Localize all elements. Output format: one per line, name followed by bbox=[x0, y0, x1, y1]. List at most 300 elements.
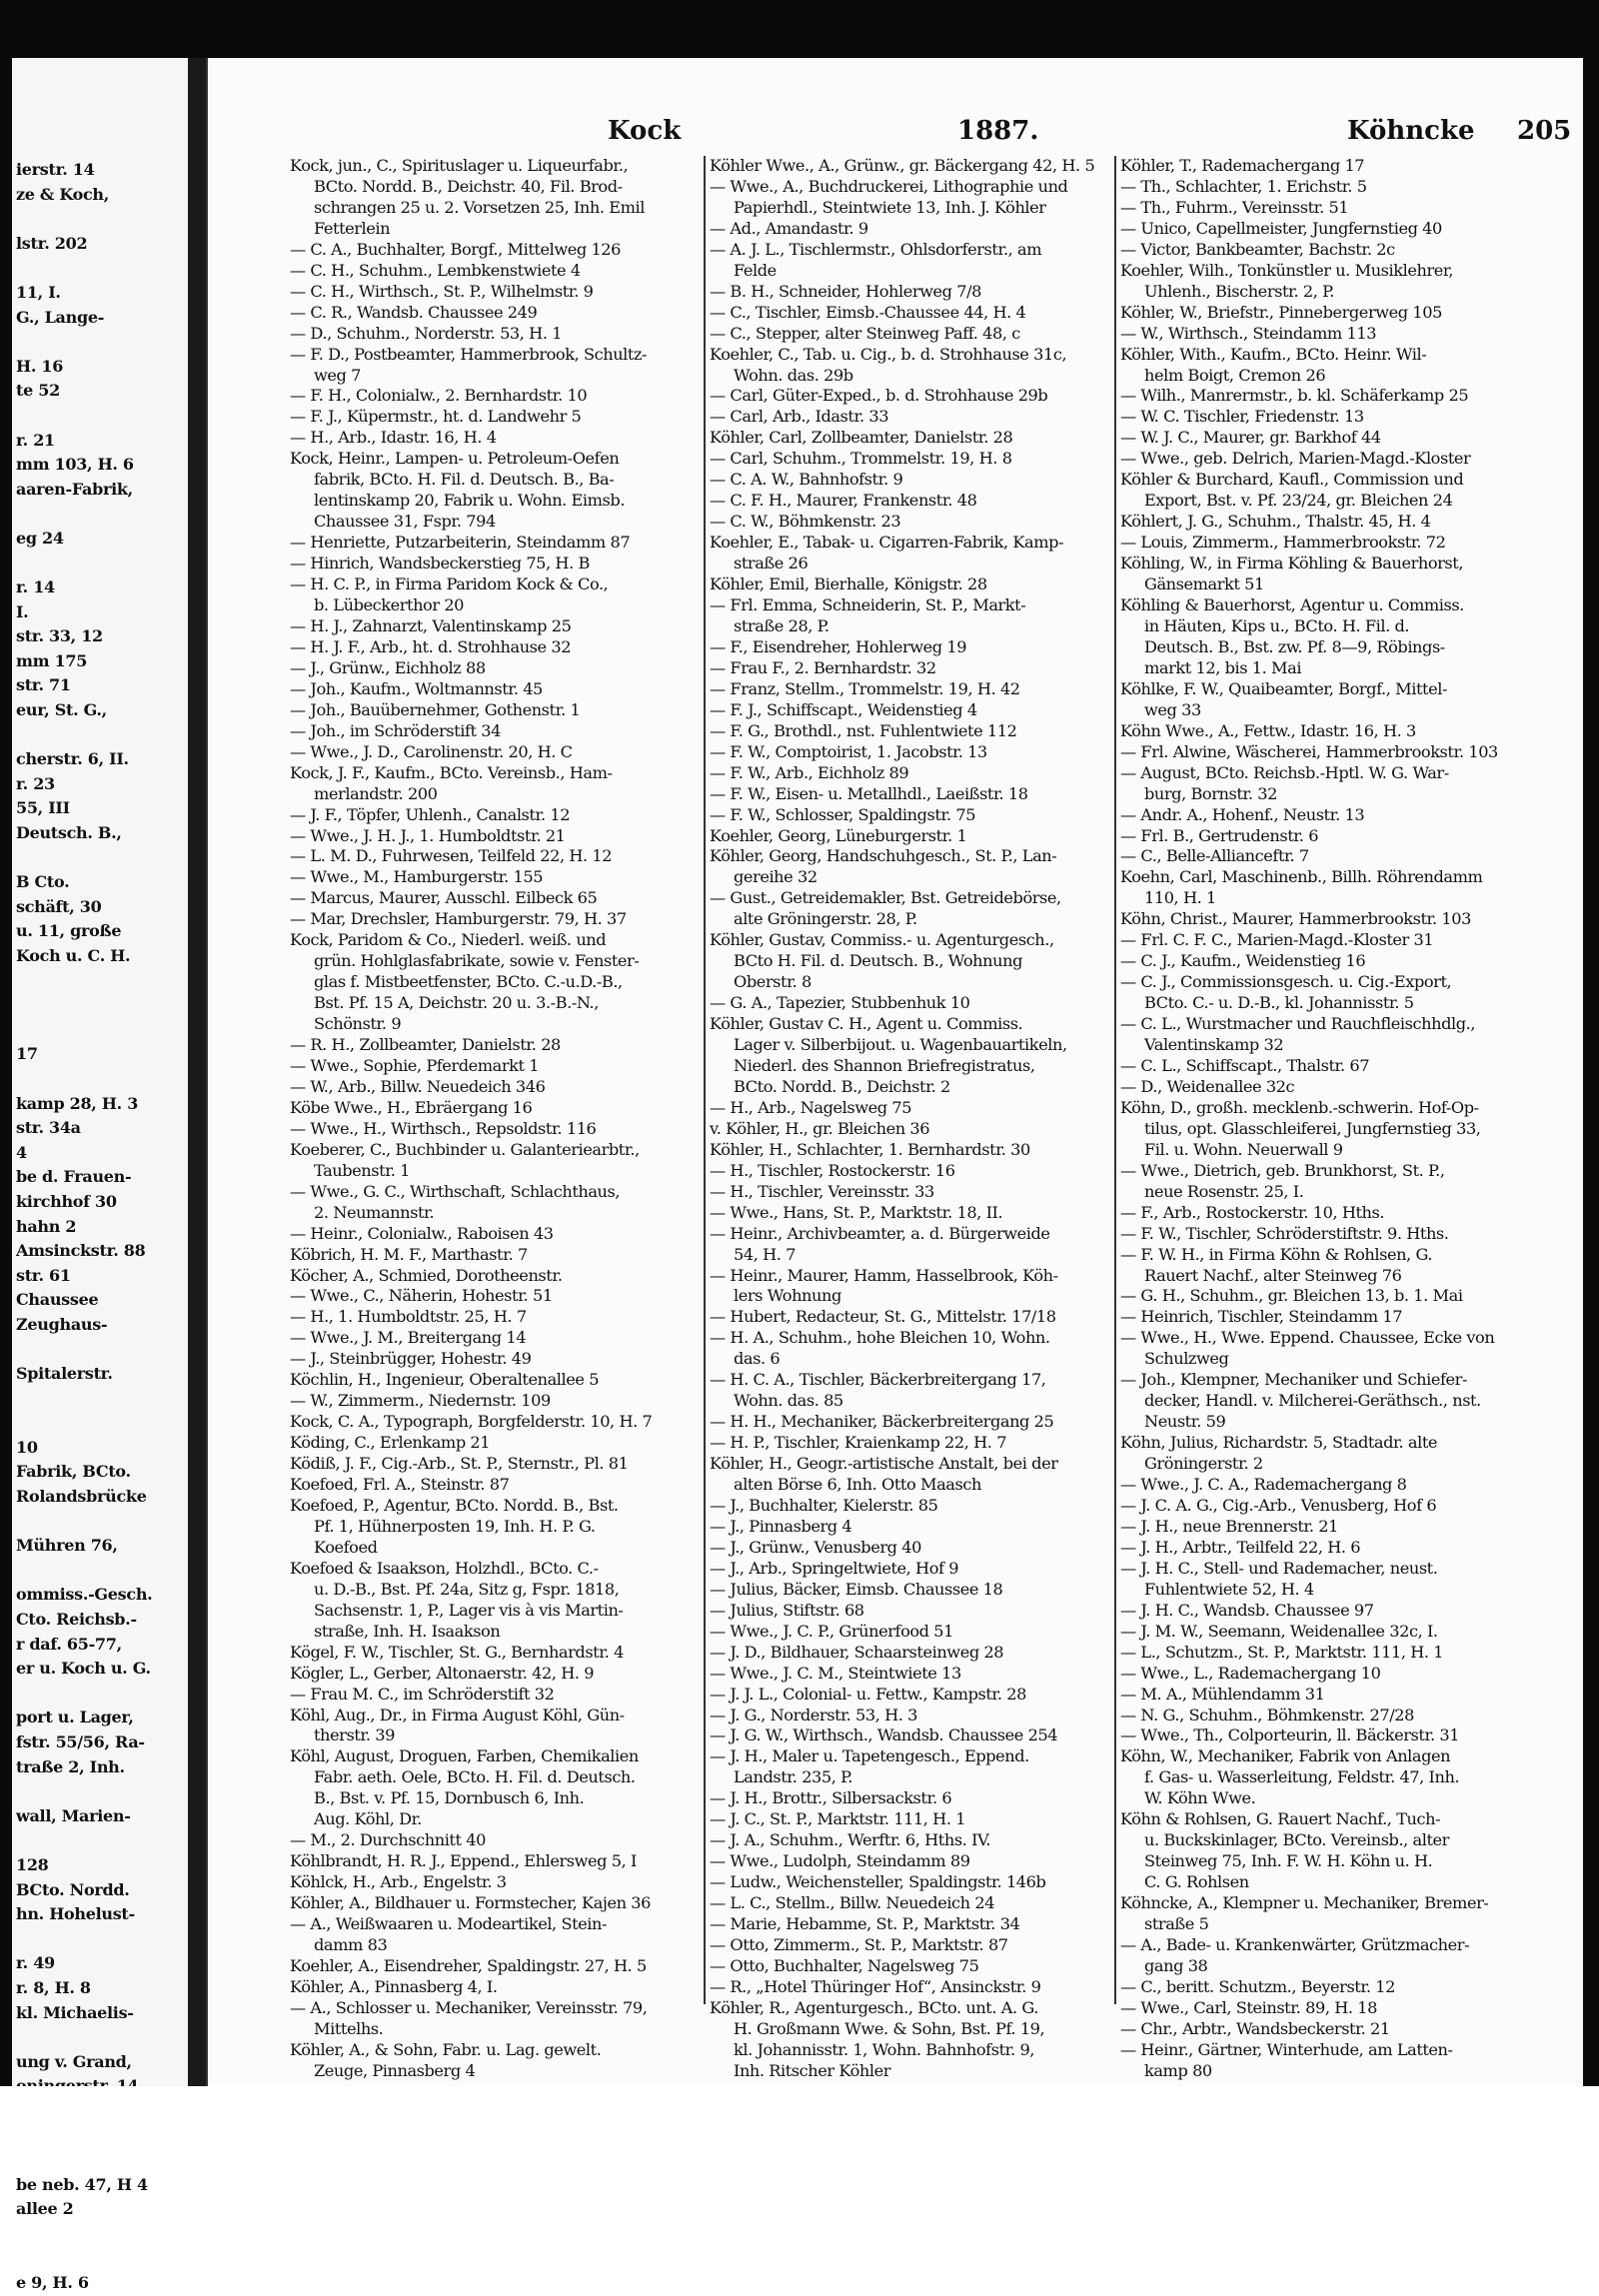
directory-entry-line: — Wwe., Dietrich, geb. Brunkhorst, St. P., bbox=[1120, 1160, 1445, 1180]
directory-entry-line: 110, H. 1 bbox=[1144, 888, 1216, 908]
running-head-right: Köhncke bbox=[1347, 116, 1475, 146]
directory-entry-line: — H. C. A., Tischler, Bäckerbreitergang 17, bbox=[710, 1370, 1046, 1390]
directory-entry-line: — J. H., Maler u. Tapetengesch., Eppend. bbox=[710, 1746, 1029, 1766]
directory-entry-line: — Chr., Arbtr., Wandsbeckerstr. 21 bbox=[1120, 2018, 1390, 2038]
directory-entry-line: — Wwe., J. D., Carolinenstr. 20, H. C bbox=[290, 741, 573, 761]
directory-entry-line: Koehler, C., Tab. u. Cig., b. d. Strohhause 31c, bbox=[710, 344, 1067, 364]
directory-entry-line: — Otto, Zimmerm., St. P., Marktstr. 87 bbox=[710, 1935, 1008, 1955]
directory-entry-line: Kögel, F. W., Tischler, St. G., Bernhardstr. 4 bbox=[290, 1642, 624, 1662]
left-page-line: r. 49 bbox=[16, 1953, 55, 1973]
directory-entry-line: Köhling, W., in Firma Köhling & Bauerhorst, bbox=[1120, 554, 1464, 574]
directory-entry-line: — F. D., Postbeamter, Hammerbrook, Schultz- bbox=[290, 344, 648, 364]
directory-entry-line: — F. W., Tischler, Schröderstiftstr. 9. Hths. bbox=[1120, 1223, 1449, 1243]
left-page-line bbox=[16, 1510, 188, 1535]
directory-entry-line: — Louis, Zimmerm., Hammerbrookstr. 72 bbox=[1120, 533, 1446, 553]
scan-border-right bbox=[1581, 0, 1599, 2175]
directory-entry-line: Köhler, Emil, Bierhalle, Königstr. 28 bbox=[710, 574, 987, 594]
directory-entry-line: Köhlke, F. W., Quaibeamter, Borgf., Mittel- bbox=[1120, 678, 1447, 698]
directory-entry-line: — C. R., Wandsb. Chaussee 249 bbox=[290, 302, 538, 322]
directory-entry-line: Köhler, A., & Sohn, Fabr. u. Lag. gewelt. bbox=[290, 2039, 602, 2059]
left-page-line bbox=[16, 1682, 188, 1707]
directory-entry-line: Aug. Köhl, Dr. bbox=[314, 1809, 422, 1829]
directory-entry-line: — August, BCto. Reichsb.-Hptl. W. G. War- bbox=[1120, 762, 1449, 782]
directory-entry-line: Felde bbox=[734, 260, 777, 280]
directory-entry-line: schrangen 25 u. 2. Vorsetzen 25, Inh. Emil bbox=[314, 197, 645, 217]
directory-entry-line: — J. M. W., Seemann, Weidenallee 32c, I. bbox=[1120, 1621, 1438, 1641]
left-page-line bbox=[16, 993, 188, 1018]
left-page-line: Mühren 76, bbox=[16, 1536, 118, 1556]
directory-entry-line: — C. L., Wurstmacher und Rauchfleischhdlg., bbox=[1120, 1014, 1476, 1034]
directory-entry-line: Koefoed bbox=[314, 1537, 378, 1557]
directory-entry-line: alten Börse 6, Inh. Otto Maasch bbox=[734, 1475, 981, 1495]
directory-page bbox=[206, 58, 1583, 2086]
directory-entry-line: Fetterlein bbox=[314, 218, 391, 238]
directory-entry-line: — C., Stepper, alter Steinweg Paff. 48, c bbox=[710, 323, 1020, 343]
directory-entry-line: — Frl. C. F. C., Marien-Magd.-Kloster 31 bbox=[1120, 930, 1434, 950]
directory-entry-line: Bst. Pf. 15 A, Deichstr. 20 u. 3.-B.-N., bbox=[314, 993, 599, 1013]
directory-entry-line: glas f. Mistbeetfenster, BCto. C.-u.D.-B., bbox=[314, 972, 623, 992]
left-page-line: B Cto. bbox=[16, 872, 70, 892]
left-page-line: wall, Marien- bbox=[16, 1805, 131, 1825]
directory-entry-line: — J. F., Töpfer, Uhlenh., Canalstr. 12 bbox=[290, 804, 571, 824]
directory-entry-line: gang 38 bbox=[1144, 1955, 1208, 1975]
directory-entry-line: — Th., Fuhrm., Vereinsstr. 51 bbox=[1120, 197, 1349, 217]
directory-entry-line: Ködiß, J. F., Cig.-Arb., St. P., Sternstr., Pl. 81 bbox=[290, 1454, 629, 1474]
directory-entry-line: Fil. u. Wohn. Neuerwall 9 bbox=[1144, 1139, 1343, 1159]
left-page-line: str. 61 bbox=[16, 1265, 71, 1285]
directory-entry-line: straße 28, P. bbox=[734, 615, 829, 635]
directory-entry-line: grün. Hohlglasfabrikate, sowie v. Fenster- bbox=[314, 951, 640, 971]
directory-entry-line: damm 83 bbox=[314, 1935, 388, 1955]
directory-entry-line: — A. J. L., Tischlermstr., Ohlsdorferstr., am bbox=[710, 239, 1042, 259]
directory-entry-line: — C. H., Schuhm., Lembkenstwiete 4 bbox=[290, 260, 581, 280]
directory-entry-line: — G. H., Schuhm., gr. Bleichen 13, b. 1. Mai bbox=[1120, 1286, 1463, 1306]
directory-entry-line: BCto. C.- u. D.-B., kl. Johannisstr. 5 bbox=[1144, 993, 1414, 1013]
directory-entry-line: Neustr. 59 bbox=[1144, 1412, 1226, 1432]
running-head-left: Kock bbox=[608, 116, 682, 146]
left-page-line: u. 11, große bbox=[16, 921, 122, 941]
directory-entry-line: straße 26 bbox=[734, 554, 808, 574]
directory-entry-line: — F. W., Eisen- u. Metallhdl., Laeißstr. 18 bbox=[710, 783, 1028, 803]
directory-entry-line: — M., 2. Durchschnitt 40 bbox=[290, 1830, 486, 1850]
directory-entry-line: — Hinrich, Wandsbeckerstieg 75, H. B bbox=[290, 554, 590, 574]
directory-entry-line: W. Köhn Wwe. bbox=[1144, 1788, 1256, 1808]
directory-entry-line: — Wwe., geb. Delrich, Marien-Magd.-Kloster bbox=[1120, 449, 1471, 469]
left-page-line bbox=[16, 723, 188, 748]
left-page-line: be d. Frauen- bbox=[16, 1167, 132, 1187]
directory-entry-line: — J. H., neue Brennerstr. 21 bbox=[1120, 1516, 1339, 1536]
directory-entry-line: Chaussee 31, Fspr. 794 bbox=[314, 512, 496, 532]
directory-entry-line: Köhn Wwe., A., Fettw., Idastr. 16, H. 3 bbox=[1120, 720, 1416, 740]
directory-entry-line: straße, Inh. H. Isaakson bbox=[314, 1621, 501, 1641]
left-page-line: H. 16 bbox=[16, 356, 64, 376]
left-page-line: r. 8, H. 8 bbox=[16, 1977, 91, 1997]
directory-entry-line: Köhl, Aug., Dr., in Firma August Köhl, Gün- bbox=[290, 1705, 625, 1724]
directory-entry-line: — Wwe., Hans, St. P., Marktstr. 18, II. bbox=[710, 1202, 1003, 1222]
directory-entry-line: B., Bst. v. Pf. 15, Dornbusch 6, Inh. bbox=[314, 1788, 585, 1808]
directory-entry-line: — Wwe., Sophie, Pferdemarkt 1 bbox=[290, 1055, 540, 1075]
page-number: 205 bbox=[1517, 116, 1572, 146]
directory-entry-line: — J. A., Schuhm., Werftr. 6, Hths. IV. bbox=[710, 1830, 991, 1850]
directory-entry-line: — A., Weißwaaren u. Modeartikel, Stein- bbox=[290, 1914, 607, 1934]
directory-entry-line: Koehler, A., Eisendreher, Spaldingstr. 27, H. 5 bbox=[290, 1955, 647, 1975]
directory-entry-line: — J. C., St. P., Marktstr. 111, H. 1 bbox=[710, 1809, 966, 1829]
directory-entry-line: — Frau F., 2. Bernhardstr. 32 bbox=[710, 657, 936, 677]
directory-entry-line: BCto. Nordd. B., Deichstr. 40, Fil. Brod- bbox=[314, 176, 623, 196]
directory-entry-line: burg, Bornstr. 32 bbox=[1144, 783, 1277, 803]
directory-entry-line: Schönstr. 9 bbox=[314, 1014, 402, 1034]
left-page-line: 10 bbox=[16, 1437, 38, 1457]
page-header bbox=[298, 116, 1572, 156]
directory-entry-line: — F., Arb., Rostockerstr. 10, Hths. bbox=[1120, 1202, 1385, 1222]
directory-entry-line: tilus, opt. Glasschleiferei, Jungfernstieg 33, bbox=[1144, 1118, 1481, 1138]
left-page-line: cherstr. 6, II. bbox=[16, 749, 129, 769]
directory-entry-line: Gröningerstr. 2 bbox=[1144, 1454, 1263, 1474]
directory-entry-line: Niederl. des Shannon Briefregistratus, bbox=[734, 1055, 1035, 1075]
directory-entry-line: — H., Tischler, Rostockerstr. 16 bbox=[710, 1160, 955, 1180]
left-page-line: allee 2 bbox=[16, 2199, 74, 2219]
directory-entry-line: — N. G., Schuhm., Böhmkenstr. 27/28 bbox=[1120, 1705, 1414, 1724]
book-gutter bbox=[188, 58, 206, 2086]
left-page-line: ung v. Grand, bbox=[16, 2051, 132, 2071]
directory-entry-line: Köhncke, A., Klempner u. Mechaniker, Bremer- bbox=[1120, 1893, 1489, 1913]
directory-entry-line: — F. W. H., in Firma Köhn & Rohlsen, G. bbox=[1120, 1244, 1433, 1264]
directory-entry-line: Koehler, Georg, Lüneburgerstr. 1 bbox=[710, 825, 967, 845]
directory-entry-line: — Joh., Bauübernehmer, Gothenstr. 1 bbox=[290, 699, 581, 719]
left-page-line: aaren-Fabrik, bbox=[16, 479, 133, 499]
directory-entry-line: — C. W., Böhmkenstr. 23 bbox=[710, 512, 901, 532]
directory-entry-line: therstr. 39 bbox=[314, 1725, 395, 1745]
directory-entry-line: straße 5 bbox=[1144, 1914, 1209, 1934]
directory-entry-line: Köhler, A., Bildhauer u. Formstecher, Kajen 36 bbox=[290, 1893, 651, 1913]
directory-entry-line: — W. C. Tischler, Friedenstr. 13 bbox=[1120, 407, 1364, 427]
directory-entry-line: — Wwe., M., Hamburgerstr. 155 bbox=[290, 867, 544, 887]
left-page-line bbox=[16, 330, 188, 355]
directory-entry-line: H. Großmann Wwe. & Sohn, Bst. Pf. 19, bbox=[734, 2018, 1045, 2038]
directory-entry-line: Köcher, A., Schmied, Dorotheenstr. bbox=[290, 1265, 563, 1285]
left-page-line bbox=[16, 846, 188, 871]
directory-entry-line: — Wwe., J. M., Breitergang 14 bbox=[290, 1328, 527, 1348]
directory-entry-line: — J., Steinbrügger, Hohestr. 49 bbox=[290, 1349, 532, 1369]
directory-entry-line: Köhn, Julius, Richardstr. 5, Stadtadr. alte bbox=[1120, 1433, 1438, 1453]
left-page-line: str. 34a bbox=[16, 1118, 81, 1138]
directory-entry-line: — H. H., Mechaniker, Bäckerbreitergang 25 bbox=[710, 1412, 1054, 1432]
directory-entry-line: markt 12, bis 1. Mai bbox=[1144, 657, 1302, 677]
directory-entry-line: kamp 80 bbox=[1144, 2060, 1212, 2080]
left-page-line: hn. Hohelust- bbox=[16, 1904, 135, 1924]
left-page-line: 11, I. bbox=[16, 282, 61, 302]
directory-entry-line: — Wilh., Manrermstr., b. kl. Schäferkamp 25 bbox=[1120, 386, 1469, 406]
left-page-line: hahn 2 bbox=[16, 1216, 77, 1236]
directory-entry-line: — F. W., Arb., Eichholz 89 bbox=[710, 762, 909, 782]
directory-entry-line: Köhler & Burchard, Kaufl., Commission und bbox=[1120, 470, 1464, 490]
directory-entry-line: — A., Schlosser u. Mechaniker, Vereinsstr. 79, bbox=[290, 1997, 648, 2017]
directory-entry-line: Köhler, T., Rademachergang 17 bbox=[1120, 156, 1365, 175]
directory-entry-line: Köhler, H., Geogr.-artistische Anstalt, bei der bbox=[710, 1454, 1058, 1474]
directory-entry-line: Köhn, W., Mechaniker, Fabrik von Anlagen bbox=[1120, 1746, 1451, 1766]
left-page-line: kirchhof 30 bbox=[16, 1191, 117, 1211]
left-page-line: Zeughaus- bbox=[16, 1314, 108, 1334]
directory-entry-line: Köbe Wwe., H., Ebräergang 16 bbox=[290, 1097, 533, 1117]
directory-entry-line: Kögler, L., Gerber, Altonaerstr. 42, H. 9 bbox=[290, 1663, 595, 1683]
left-page-line: r. 14 bbox=[16, 577, 55, 597]
directory-entry-line: — Wwe., H., Wirthsch., Repsoldstr. 116 bbox=[290, 1118, 597, 1138]
directory-entry-line: merlandstr. 200 bbox=[314, 783, 438, 803]
directory-entry-line: — Wwe., G. C., Wirthschaft, Schlachthaus, bbox=[290, 1181, 621, 1201]
directory-entry-line: Köhler, H., Schlachter, 1. Bernhardstr. 30 bbox=[710, 1139, 1030, 1159]
left-page-line: 55, III bbox=[16, 798, 70, 818]
directory-entry-line: Koefoed & Isaakson, Holzhdl., BCto. C.- bbox=[290, 1558, 599, 1578]
directory-entry-line: — H., Arb., Idastr. 16, H. 4 bbox=[290, 428, 497, 448]
directory-entry-line: Rauert Nachf., alter Steinweg 76 bbox=[1144, 1265, 1402, 1285]
directory-entry-line: — J., Pinnasberg 4 bbox=[710, 1516, 852, 1536]
directory-entry-line: in Häuten, Kips u., BCto. H. Fil. d. bbox=[1144, 615, 1410, 635]
directory-entry-line: Köchlin, H., Ingenieur, Oberaltenallee 5 bbox=[290, 1370, 600, 1390]
left-page-line: Fabrik, BCto. bbox=[16, 1462, 131, 1482]
directory-entry-line: — F. W., Comptoirist, 1. Jacobstr. 13 bbox=[710, 741, 987, 761]
directory-entry-line: — Heinr., Archivbeamter, a. d. Bürgerweide bbox=[710, 1223, 1050, 1243]
directory-entry-line: Köhn, Christ., Maurer, Hammerbrookstr. 103 bbox=[1120, 909, 1471, 929]
left-page-line: kl. Michaelis- bbox=[16, 2002, 134, 2022]
directory-entry-line: Uhlenh., Bischerstr. 2, P. bbox=[1144, 281, 1335, 301]
directory-entry-line: — J., Buchhalter, Kielerstr. 85 bbox=[710, 1496, 938, 1515]
directory-entry-line: BCto H. Fil. d. Deutsch. B., Wohnung bbox=[734, 951, 1022, 971]
directory-entry-line: — Ludw., Weichensteller, Spaldingstr. 146b bbox=[710, 1872, 1046, 1892]
directory-entry-line: — Wwe., J. H. J., 1. Humboldtstr. 21 bbox=[290, 825, 566, 845]
directory-entry-line: Pf. 1, Hühnerposten 19, Inh. H. P. G. bbox=[314, 1516, 596, 1536]
left-page-line bbox=[16, 1067, 188, 1092]
left-page-line: Cto. Reichsb.- bbox=[16, 1610, 137, 1630]
left-page-line bbox=[16, 1018, 188, 1043]
directory-entry-line: Inh. Ritscher Köhler bbox=[734, 2060, 890, 2080]
directory-entry-line: — Frau M. C., im Schröderstift 32 bbox=[290, 1684, 555, 1704]
directory-entry-line: Köhlck, H., Arb., Engelstr. 3 bbox=[290, 1872, 507, 1892]
directory-entry-line: helm Boigt, Cremon 26 bbox=[1144, 365, 1326, 385]
left-page-text bbox=[16, 158, 188, 2296]
directory-entry-line: — Wwe., C., Näherin, Hohestr. 51 bbox=[290, 1286, 553, 1306]
directory-entry-line: Deutsch. B., Bst. zw. Pf. 8—9, Röbings- bbox=[1144, 636, 1445, 656]
directory-entry-line: Köhler, A., Pinnasberg 4, I. bbox=[290, 1976, 498, 1996]
left-page-line: r daf. 65-77, bbox=[16, 1634, 122, 1654]
directory-entry-line: — Wwe., Carl, Steinstr. 89, H. 18 bbox=[1120, 1997, 1377, 2017]
directory-entry-line: Landstr. 235, P. bbox=[734, 1767, 852, 1787]
directory-entry-line: — C. H., Wirthsch., St. P., Wilhelmstr. 9 bbox=[290, 281, 594, 301]
directory-entry-line: — Th., Schlachter, 1. Erichstr. 5 bbox=[1120, 176, 1367, 196]
directory-entry-line: — R., „Hotel Thüringer Hof“, Ansinckstr. 9 bbox=[710, 1976, 1041, 1996]
directory-entry-line: — Wwe., J. C. M., Steintwiete 13 bbox=[710, 1663, 961, 1683]
left-page-line: mm 103, H. 6 bbox=[16, 455, 134, 475]
directory-entry-line: — H., Tischler, Vereinsstr. 33 bbox=[710, 1181, 934, 1201]
left-page-line bbox=[16, 256, 188, 281]
directory-entry-line: lers Wohnung bbox=[734, 1286, 841, 1306]
directory-entry-line: Steinweg 75, Inh. F. W. H. Köhn u. H. bbox=[1144, 1851, 1433, 1871]
left-page-line: ierstr. 14 bbox=[16, 160, 95, 179]
running-head-year: 1887. bbox=[957, 116, 1039, 146]
directory-entry-line: — J. H., Brottr., Silbersackstr. 6 bbox=[710, 1788, 952, 1808]
directory-entry-line: — Wwe., J. C. A., Rademachergang 8 bbox=[1120, 1475, 1407, 1495]
directory-entry-line: — Wwe., L., Rademachergang 10 bbox=[1120, 1663, 1381, 1683]
directory-entry-line: Köding, C., Erlenkamp 21 bbox=[290, 1433, 491, 1453]
directory-entry-line: Sachsenstr. 1, P., Lager vis à vis Martin- bbox=[314, 1600, 624, 1620]
directory-entry-line: — Wwe., H., Wwe. Eppend. Chaussee, Ecke von bbox=[1120, 1328, 1495, 1348]
directory-entry-line: kl. Johannisstr. 1, Wohn. Bahnhofstr. 9, bbox=[734, 2039, 1035, 2059]
left-page-line bbox=[16, 404, 188, 429]
directory-entry-line: Valentinskamp 32 bbox=[1144, 1035, 1284, 1055]
directory-entry-line: — Otto, Buchhalter, Nagelsweg 75 bbox=[710, 1955, 979, 1975]
directory-entry-line: Lager v. Silberbijout. u. Wagenbauartikeln, bbox=[734, 1035, 1067, 1055]
left-page-line: kamp 28, H. 3 bbox=[16, 1093, 139, 1113]
left-page-line: Spitalerstr. bbox=[16, 1364, 113, 1384]
directory-entry-line: — C. A. W., Bahnhofstr. 9 bbox=[710, 470, 903, 490]
directory-entry-line: Papierhdl., Steintwiete 13, Inh. J. Köhler bbox=[734, 197, 1046, 217]
directory-entry-line: Mittelhs. bbox=[314, 2018, 384, 2038]
left-page-line bbox=[16, 1927, 188, 1952]
left-page-line bbox=[16, 552, 188, 576]
directory-entry-line: Wohn. das. 29b bbox=[734, 365, 853, 385]
directory-entry-line: — M. A., Mühlendamm 31 bbox=[1120, 1684, 1325, 1704]
directory-entry-line: Kock, jun., C., Spirituslager u. Liqueurfabr., bbox=[290, 156, 629, 175]
left-page-line: te 52 bbox=[16, 381, 60, 401]
left-page-line: e 9, H. 6 bbox=[16, 2273, 89, 2293]
left-page-line: fstr. 55/56, Ra- bbox=[16, 1732, 145, 1751]
directory-entry-line: Gänsemarkt 51 bbox=[1144, 574, 1264, 594]
directory-entry-line: — H. J. F., Arb., ht. d. Strohhause 32 bbox=[290, 636, 572, 656]
directory-entry-line: — C. J., Commissionsgesch. u. Cig.-Export, bbox=[1120, 972, 1452, 992]
directory-entry-line: das. 6 bbox=[734, 1349, 781, 1369]
left-page-line: BCto. Nordd. bbox=[16, 1879, 130, 1899]
directory-entry-line: — Wwe., Ludolph, Steindamm 89 bbox=[710, 1851, 970, 1871]
left-page-line: eur, St. G., bbox=[16, 700, 107, 720]
directory-entry-line: Koefoed, Frl. A., Steinstr. 87 bbox=[290, 1475, 510, 1495]
directory-entry-line: — Victor, Bankbeamter, Bachstr. 2c bbox=[1120, 239, 1395, 259]
directory-entry-line: Zeuge, Pinnasberg 4 bbox=[314, 2060, 476, 2080]
directory-entry-line: v. Köhler, H., gr. Bleichen 36 bbox=[710, 1118, 930, 1138]
directory-entry-line: — J. G. W., Wirthsch., Wandsb. Chaussee 254 bbox=[710, 1725, 1058, 1745]
directory-entry-line: — Andr. A., Hohenf., Neustr. 13 bbox=[1120, 804, 1365, 824]
directory-entry-line: — B. H., Schneider, Hohlerweg 7/8 bbox=[710, 281, 981, 301]
directory-entry-line: — H. P., Tischler, Kraienkamp 22, H. 7 bbox=[710, 1433, 1007, 1453]
directory-entry-line: — L. M. D., Fuhrwesen, Teilfeld 22, H. 12 bbox=[290, 846, 613, 866]
directory-entry-line: Schulzweg bbox=[1144, 1349, 1229, 1369]
left-page-line bbox=[16, 1559, 188, 1584]
directory-entry-line: Köhl, August, Droguen, Farben, Chemikalien bbox=[290, 1746, 639, 1766]
directory-entry-line: — C., Tischler, Eimsb.-Chaussee 44, H. 4 bbox=[710, 302, 1026, 322]
left-page-line: Chaussee bbox=[16, 1290, 99, 1310]
directory-entry-line: — Julius, Bäcker, Eimsb. Chaussee 18 bbox=[710, 1579, 1003, 1599]
directory-entry-line: Koeberer, C., Buchbinder u. Galanteriearbtr., bbox=[290, 1139, 640, 1159]
left-page-line: schäft, 30 bbox=[16, 896, 102, 916]
directory-entry-line: Kock, Paridom & Co., Niederl. weiß. und bbox=[290, 930, 607, 950]
directory-entry-line: — H. J., Zahnarzt, Valentinskamp 25 bbox=[290, 615, 572, 635]
directory-entry-line: — F., Eisendreher, Hohlerweg 19 bbox=[710, 636, 967, 656]
directory-entry-line: — Mar, Drechsler, Hamburgerstr. 79, H. 37 bbox=[290, 909, 627, 929]
left-page-line: eg 24 bbox=[16, 528, 64, 548]
left-page-line bbox=[16, 2246, 188, 2271]
directory-entry-line: Köhlert, J. G., Schuhm., Thalstr. 45, H. 4 bbox=[1120, 512, 1431, 532]
directory-entry-line: gereihe 32 bbox=[734, 867, 817, 887]
directory-entry-line: — J. H. C., Wandsb. Chaussee 97 bbox=[1120, 1600, 1374, 1620]
directory-entry-line: Köhler, Carl, Zollbeamter, Danielstr. 28 bbox=[710, 428, 1013, 448]
directory-entry-line: — Joh., Klempner, Mechaniker und Schiefer- bbox=[1120, 1370, 1467, 1390]
left-page-line bbox=[16, 2222, 188, 2247]
directory-entry-line: — C., Belle-Allianceftr. 7 bbox=[1120, 846, 1309, 866]
directory-entry-line: f. Gas- u. Wasserleitung, Feldstr. 47, Inh. bbox=[1144, 1767, 1460, 1787]
directory-entry-line: BCto. Nordd. B., Deichstr. 2 bbox=[734, 1076, 950, 1096]
directory-entry-line: — Julius, Stiftstr. 68 bbox=[710, 1600, 864, 1620]
directory-entry-line: Köhler, W., Briefstr., Pinnebergerweg 105 bbox=[1120, 302, 1442, 322]
directory-entry-line: — R. H., Zollbeamter, Danielstr. 28 bbox=[290, 1035, 561, 1055]
column-divider bbox=[704, 156, 706, 2004]
directory-entry-line: Köhler, With., Kaufm., BCto. Heinr. Wil- bbox=[1120, 344, 1427, 364]
left-page-line: ze & Koch, bbox=[16, 184, 110, 204]
left-page-line: Deutsch. B., bbox=[16, 823, 122, 843]
left-page-line: ommiss.-Gesch. bbox=[16, 1585, 153, 1605]
directory-entry-line: — Carl, Schuhm., Trommelstr. 19, H. 8 bbox=[710, 449, 1012, 469]
left-page-line: mm 175 bbox=[16, 650, 88, 670]
directory-entry-line: — C. A., Buchhalter, Borgf., Mittelweg 126 bbox=[290, 239, 622, 259]
directory-entry-line: — J. H., Arbtr., Teilfeld 22, H. 6 bbox=[1120, 1537, 1361, 1557]
left-page-line: traße 2, Inh. bbox=[16, 1756, 125, 1776]
left-page-line: lstr. 202 bbox=[16, 233, 88, 253]
directory-entry-line: weg 33 bbox=[1144, 699, 1201, 719]
directory-entry-line: — L. C., Stellm., Billw. Neuedeich 24 bbox=[710, 1893, 995, 1913]
left-page-line: str. 71 bbox=[16, 675, 71, 695]
directory-entry-line: b. Lübeckerthor 20 bbox=[314, 595, 465, 615]
left-page-line bbox=[16, 1387, 188, 1412]
directory-entry-line: — H. A., Schuhm., hohe Bleichen 10, Wohn. bbox=[710, 1328, 1050, 1348]
directory-entry-line: Koefoed, P., Agentur, BCto. Nordd. B., Bst. bbox=[290, 1496, 619, 1515]
directory-entry-line: — C., beritt. Schutzm., Beyerstr. 12 bbox=[1120, 1976, 1395, 1996]
directory-entry-line: Kock, J. F., Kaufm., BCto. Vereinsb., Ham- bbox=[290, 762, 613, 782]
directory-entry-line: — Joh., Kaufm., Woltmannstr. 45 bbox=[290, 678, 543, 698]
directory-entry-line: — Gust., Getreidemakler, Bst. Getreidebörse, bbox=[710, 888, 1061, 908]
directory-entry-line: — F. W., Schlosser, Spaldingstr. 75 bbox=[710, 804, 976, 824]
directory-entry-line: Koehn, Carl, Maschinenb., Billh. Röhrendamm bbox=[1120, 867, 1483, 887]
directory-entry-line: Fuhlentwiete 52, H. 4 bbox=[1144, 1579, 1314, 1599]
directory-entry-line: — Ad., Amandastr. 9 bbox=[710, 218, 868, 238]
directory-entry-line: Köhlbrandt, H. R. J., Eppend., Ehlersweg 5, I bbox=[290, 1851, 637, 1871]
directory-entry-line: — Marcus, Maurer, Ausschl. Eilbeck 65 bbox=[290, 888, 598, 908]
left-page-line: be neb. 47, H 4 bbox=[16, 2174, 148, 2194]
directory-entry-line: — Franz, Stellm., Trommelstr. 19, H. 42 bbox=[710, 678, 1020, 698]
left-page-line: 4 bbox=[16, 1142, 27, 1162]
directory-entry-line: — H., Arb., Nagelsweg 75 bbox=[710, 1097, 912, 1117]
left-page-line bbox=[16, 2025, 188, 2050]
directory-entry-line: — Frl. Alwine, Wäscherei, Hammerbrookstr. 103 bbox=[1120, 741, 1498, 761]
left-page-line: port u. Lager, bbox=[16, 1708, 134, 1727]
directory-entry-line: — F. J., Küpermstr., ht. d. Landwehr 5 bbox=[290, 407, 582, 427]
directory-entry-line: Taubenstr. 1 bbox=[314, 1160, 410, 1180]
left-page-line: r. 23 bbox=[16, 773, 55, 793]
column-2 bbox=[710, 156, 1119, 2080]
left-page-line bbox=[16, 1338, 188, 1363]
directory-entry-line: — J. D., Bildhauer, Schaarsteinweg 28 bbox=[710, 1642, 1004, 1662]
directory-entry-line: decker, Handl. v. Milcherei-Geräthsch., nst. bbox=[1144, 1391, 1481, 1411]
directory-entry-line: — Wwe., J. C. P., Grünerfood 51 bbox=[710, 1621, 953, 1641]
directory-entry-line: — J., Grünw., Eichholz 88 bbox=[290, 657, 486, 677]
directory-entry-line: — J. G., Norderstr. 53, H. 3 bbox=[710, 1705, 918, 1724]
directory-entry-line: — Carl, Güter-Exped., b. d. Strohhause 29b bbox=[710, 386, 1048, 406]
directory-entry-line: Oberstr. 8 bbox=[734, 972, 811, 992]
directory-entry-line: — Heinr., Gärtner, Winterhude, am Latten- bbox=[1120, 2039, 1453, 2059]
left-page-line: Amsinckstr. 88 bbox=[16, 1241, 146, 1261]
left-page-line bbox=[16, 502, 188, 527]
left-page-fragment bbox=[12, 58, 189, 2293]
directory-entry-line: Köbrich, H. M. F., Marthastr. 7 bbox=[290, 1244, 528, 1264]
directory-entry-line: Kock, C. A., Typograph, Borgfelderstr. 10, H. 7 bbox=[290, 1412, 653, 1432]
directory-entry-line: u. Buckskinlager, BCto. Vereinsb., alter bbox=[1144, 1830, 1449, 1850]
directory-entry-line: — Joh., im Schröderstift 34 bbox=[290, 720, 501, 740]
